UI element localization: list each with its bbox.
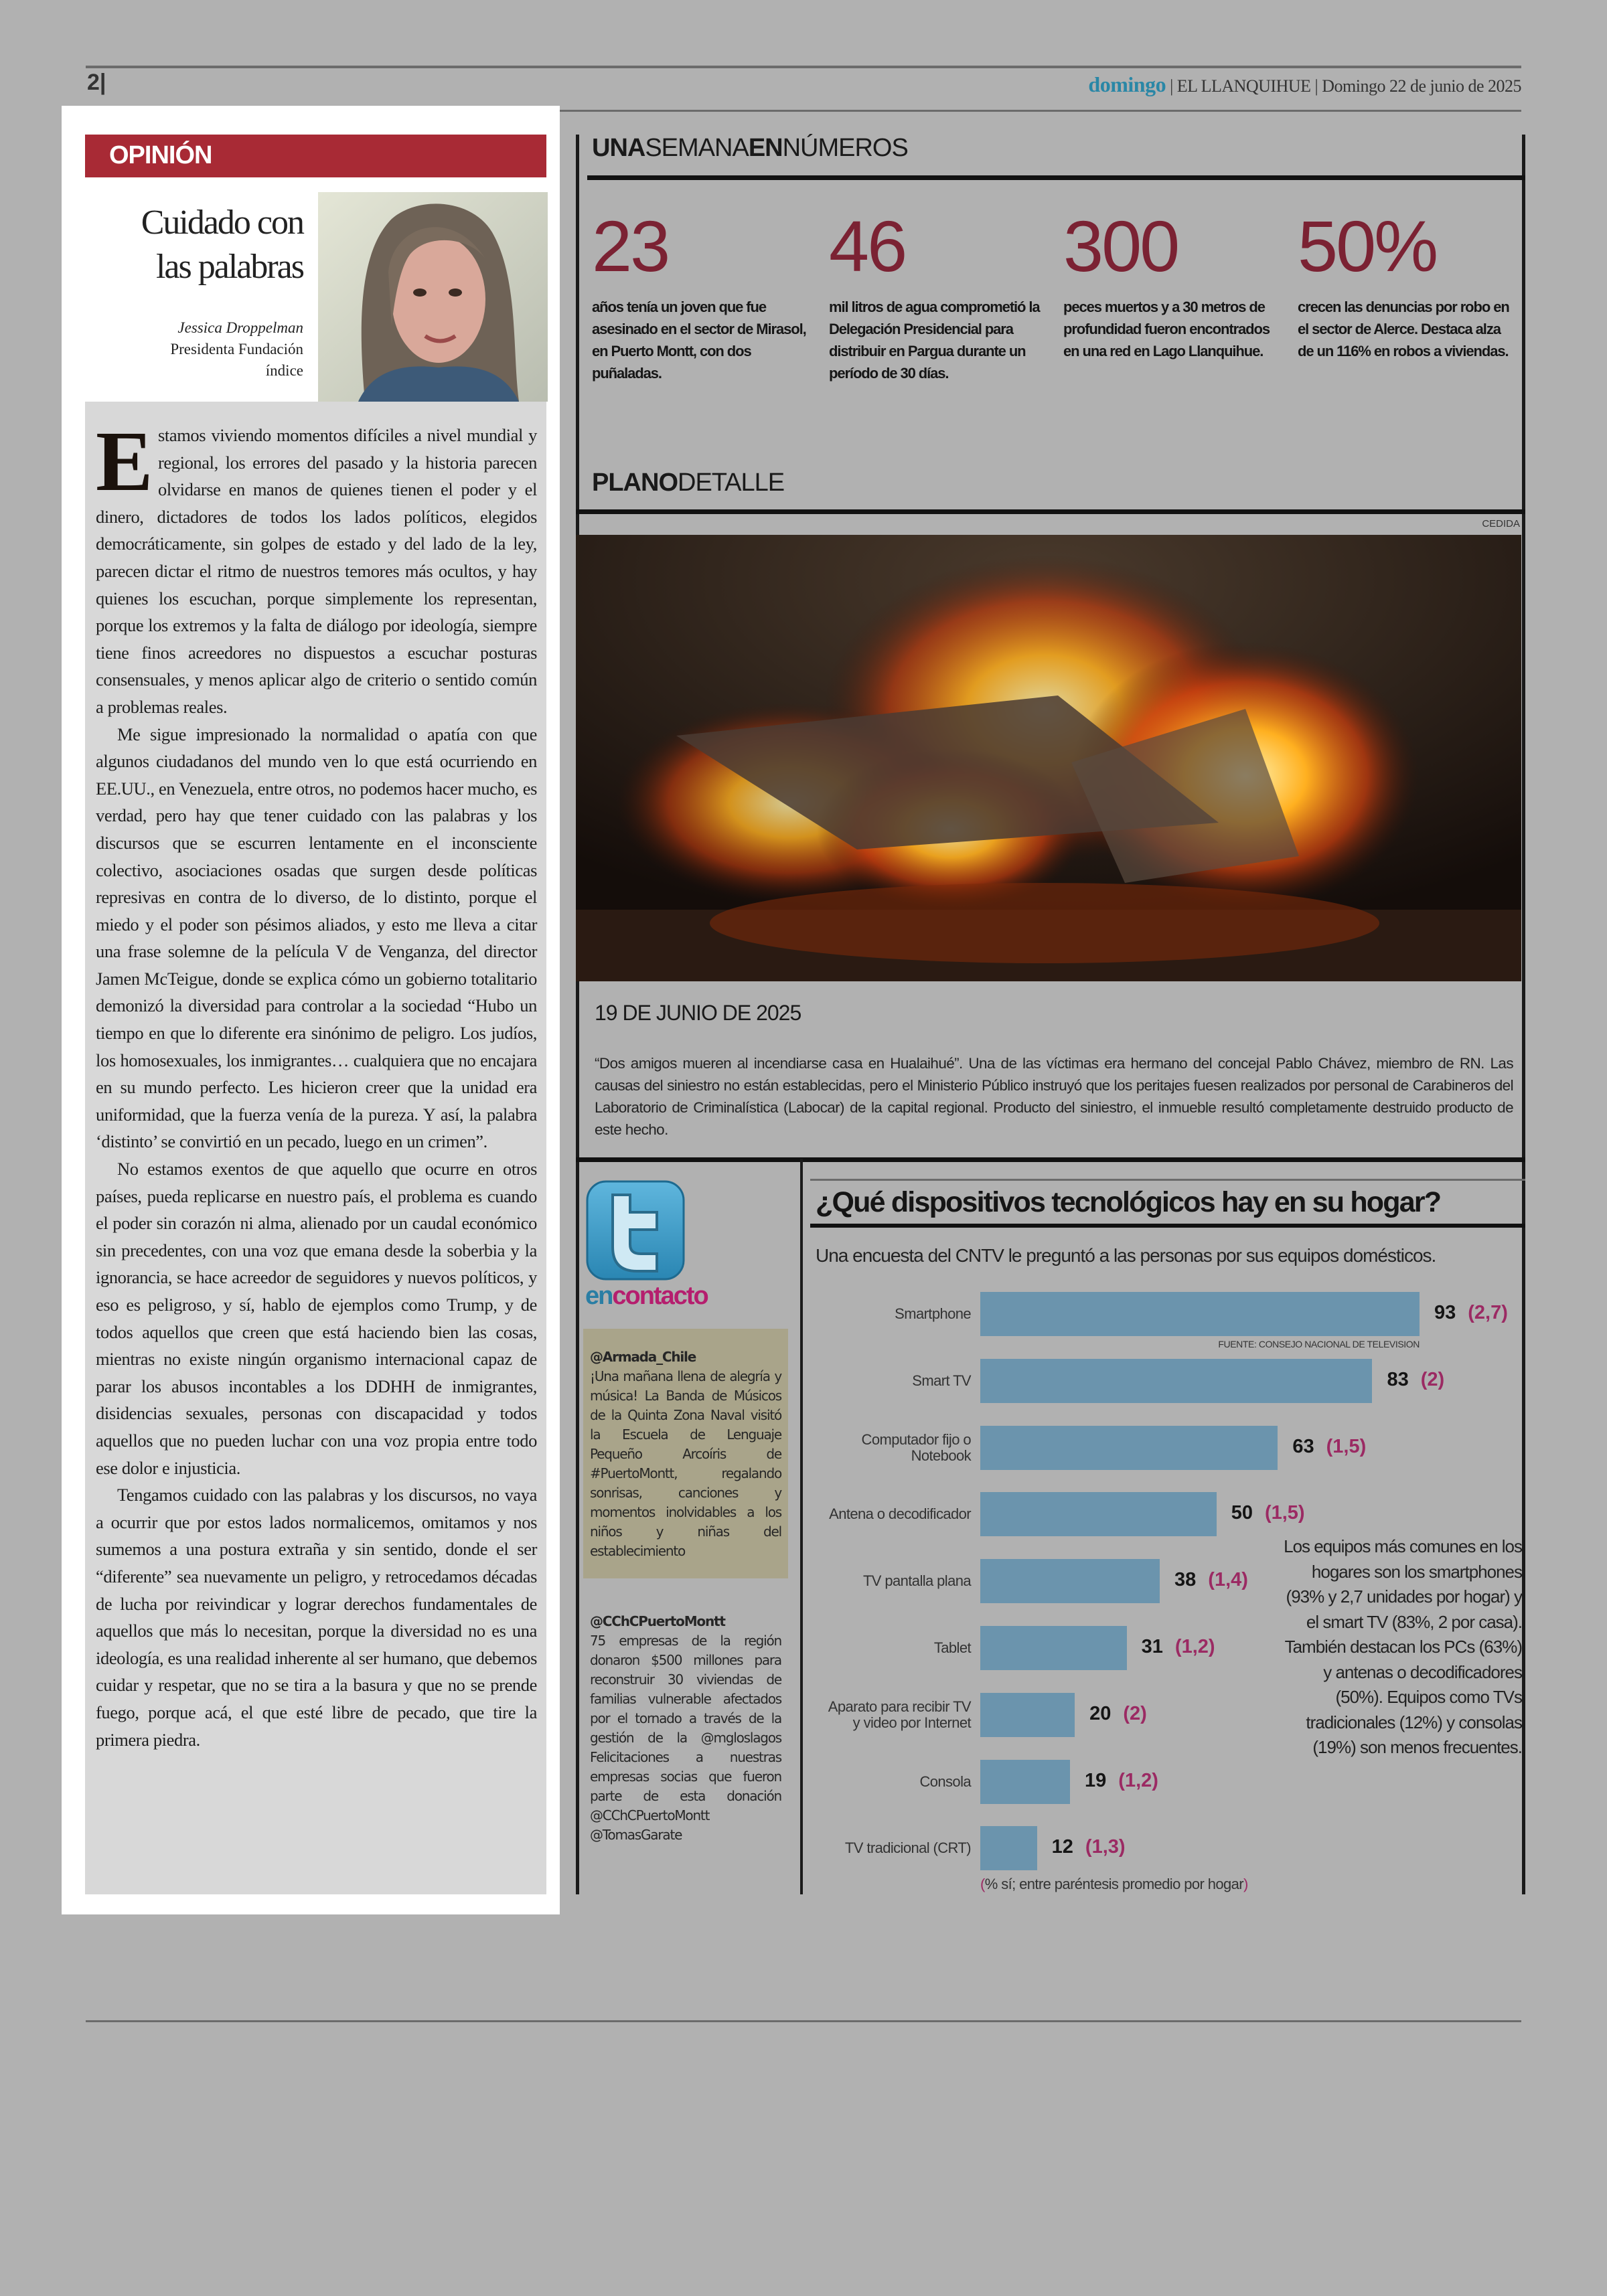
plano-heading-rule [576,509,1525,514]
bar-7 [980,1760,1070,1804]
value-average: (1,2) [1174,1636,1215,1657]
value-percent: 50 [1231,1502,1253,1524]
chart-subtitle: Una encuesta del CNTV le preguntó a las personas por sus equipos domésticos. [816,1245,1436,1266]
article-body [85,402,546,1894]
masthead [1088,72,1521,97]
photo-date: 19 DE JUNIO DE 2025 [595,1001,801,1025]
brand-logo: domingo [1088,72,1166,96]
bar-2 [980,1426,1278,1470]
value-percent: 31 [1141,1636,1163,1657]
paper-name: | EL LLANQUIHUE | [1170,76,1318,96]
category-label: Computador fijo o Notebook [861,1430,971,1464]
numbers-section-heading: UNASEMANAENNÚMEROS [592,134,908,162]
value-label [1434,1302,1508,1324]
bottom-section-rule [576,1157,1525,1162]
bar-chart [804,1272,1525,1901]
plano-detalle-heading: PLANODETALLE [592,469,785,497]
chart-source: FUENTE: CONSEJO NACIONAL DE TELEVISION [1218,1339,1420,1349]
bar-0 [980,1292,1420,1336]
tweet [583,1329,788,1578]
category-label: Antena o decodificador [829,1505,971,1523]
value-average: (1,3) [1085,1836,1126,1858]
stat-description: crecen las denuncias por robo en el sector de Alerce. Destaca alza de un 116% en robos a viviendas. [1298,299,1509,359]
value-percent: 83 [1387,1368,1409,1390]
value-label [1085,1770,1158,1792]
value-label [1089,1703,1147,1725]
value-average: (1,2) [1118,1769,1158,1791]
bar-4 [980,1559,1160,1603]
stat-description: mil litros de agua comprometió la Delegación Presidencial para distribuir en Pargua durante un período de 30 días. [829,299,1040,382]
category-label: TV tradicional (CRT) [844,1839,971,1857]
bar-6 [980,1693,1075,1737]
stat-description: años tenía un joven que fue asesinado en el sector de Mirasol, en Puerto Montt, con dos puñaladas. [592,299,806,382]
twitter-icon [586,1180,685,1281]
chart-title: ¿Qué dispositivos tecnológicos hay en su hogar? [816,1186,1441,1218]
category-label: TV pantalla plana [862,1572,971,1590]
article-title [85,201,303,289]
value-average: (2) [1123,1702,1147,1724]
title-line: las palabras [155,248,303,286]
value-label [1231,1502,1305,1524]
value-percent: 38 [1174,1569,1197,1591]
page-number: 2| [87,70,106,95]
numbers-heading-rule [587,175,1525,180]
photo-credit: CEDIDA [1482,518,1520,529]
bar-3 [980,1492,1217,1536]
stat-number: 23 [592,206,669,286]
tweet-handle: @Armada_Chile [590,1349,696,1365]
byline [85,317,303,382]
page-bottom-rule [86,2020,1521,2022]
article-paragraph: Estamos viviendo momentos difíciles a nivel mundial y regional, los errores del pasado y la historia parecen olvidarse en manos de quienes tienen el poder y el dinero, dictadores de todos los lados políticos, elegidos democráticamente, sin golpes de estado y del lado de la ley, parecen dictar el ritmo de nuestros temores más ocultos, y hay quienes los escuchan, porque simplemente los representan, porque los extremos y la falta de diálogo por ideología, siempre tiene finos acreedores no dispuestos a escuchar posturas consensuales, y menos aplicar algo de criterio o sentido común a problemas reales. [96,414,537,717]
category-label: Smartphone [895,1305,971,1322]
top-rule [86,66,1521,68]
value-average: (2) [1420,1368,1445,1390]
chart-footnote: (% sí; entre paréntesis promedio por hogar) [980,1876,1248,1892]
chart-top-rule [810,1179,1525,1181]
bar-5 [980,1626,1127,1670]
value-label [1387,1369,1444,1391]
tweet-handle: @CChCPuertoMontt [590,1613,725,1629]
category-label: Aparato para recibir TV y video por Internet [828,1698,971,1731]
value-label [1292,1436,1366,1458]
value-average: (2,7) [1468,1302,1508,1323]
value-percent: 20 [1089,1702,1112,1724]
value-percent: 63 [1292,1435,1314,1457]
bar-1 [980,1359,1372,1403]
category-label: Consola [919,1773,971,1790]
author-role: Presidenta Fundación [170,341,303,357]
section-label: OPINIÓN [85,135,546,177]
value-percent: 12 [1051,1836,1073,1858]
fire-photo [576,535,1521,981]
title-line: Cuidado con [141,203,303,242]
tweet-text: 75 empresas de la región donaron $500 millones para reconstruir 30 viviendas de familias vulnerable afectados por el tornado a través de la gestión de la @mgloslagos Felicitaciones a nuestras empresas socias que fueron parte de esta donación @CChCPuertoMontt @TomasGarate [590,1633,781,1843]
issue-date: Domingo 22 de junio de 2025 [1322,76,1521,96]
value-average: (1,4) [1208,1569,1248,1591]
article-paragraph: Me sigue impresionado la normalidad o apatía con que algunos ciudadanos del mundo ven lo que está ocurriendo en EE.UU., en Venezuela, entre otros, no podemos hacer mucho, es verdad, pero hay que tener cuidado con las palabras y los discursos que se escurren lentamente en el inconsciente colectivo, asociaciones osadas que surgen desde políticas represivas en contra de lo diverso, de lo distinto, porque el miedo y el poder son pésimos aliados, y esto me lleva a citar una frase solemne de la película V de Venganza, del director Jamen McTeigue, donde se explica cómo un gobierno totalitario demonizó la diversidad para controlar a la sociedad “Hubo un tiempo en que lo diferente era sinónimo de peligro. Los judíos, los homosexuales, los inmigrantes… cualquiera que no encajara en su mundo perfecto. Les hicieron creer que la unidad era uniformidad, que la fuerza venía de la pureza. Y así, la palabra ‘distinto’ se convirtió en un pecado, luego en un crimen”. [96,724,537,1152]
value-percent: 93 [1434,1302,1456,1323]
value-label [1174,1569,1248,1591]
tweet [583,1593,788,1843]
category-label: Tablet [933,1639,971,1656]
value-average: (1,5) [1264,1502,1305,1524]
encontacto-label: encontacto [585,1282,708,1310]
drop-cap: E [96,414,153,509]
chart-side-note: Los equipos más comunes en los hogares son los smartphones (93% y 2,7 unidades por hogar) y el smart TV (83%, 2 por casa). También destacan los PCs (63%) y antenas o decodificadores (50%). Equipos como TVs tradicionales (12%) y consolas (19%) son menos frecuentes. [1284,1536,1522,1757]
value-label [1052,1836,1126,1858]
stat-description: peces muertos y a 30 metros de profundidad fueron encontrados en una red en Lago Llanquihue. [1063,299,1270,359]
author-name: Jessica Droppelman [177,319,303,336]
bar-8 [980,1826,1037,1870]
photo-caption: “Dos amigos mueren al incendiarse casa en Hualaihué”. Una de las víctimas era hermano del concejal Pablo Chávez, miembro de RN. Las causas del siniestro no están establecidas, pero el Ministerio Público instruyó que los peritajes fuesen realizados por personal de Carabineros del Laboratorio de Criminalística (Labocar) de la capital regional. Producto del siniestro, el inmueble resultó completamente destruido producto de este hecho. [595,1055,1513,1138]
chart-title-rule [810,1224,1525,1228]
stat-number: 50% [1298,206,1437,286]
category-label: Smart TV [912,1372,971,1389]
author-photo [318,192,548,402]
article-paragraph: No estamos exentos de que aquello que ocurre en otros países, pueda replicarse en nuestro país, el problema es cuando el poder sin corazón ni alma, alienado por un caudal económico sin precedentes, con una voz que emana desde la soberbia y la ignorancia, se hace acreedor de seguidores y nuevos políticos, y eso es peligroso, y sí, hablo de ejemplos como Trump, y de todos aquellos que creen que está haciendo bien las cosas, mientras no existe ningún organismo internacional capaz de parar los abusos incontables a los DDHH de inmigrantes, disidencias sexuales, personas con discapacidad y todos aquellos que no pueden luchar con una voz propia entre todo ese dolor e injusticia. [96,1159,537,1478]
stat-number: 46 [829,206,906,286]
value-percent: 19 [1085,1769,1107,1791]
tweet-text: ¡Una mañana llena de alegría y música! La Banda de Músicos de la Quinta Zona Naval visitó la Escuela de Lenguaje Pequeño Arcoíris de #PuertoMontt, regalando sonrisas, canciones y momentos inolvidables a los niños y niñas del establecimiento [590,1368,781,1559]
value-average: (1,5) [1326,1435,1367,1457]
column-divider [800,1159,803,1894]
article-paragraph: Tengamos cuidado con las palabras y los discursos, no vaya a ocurrir que por estos lados normalicemos, omitamos y nos sumemos a una postura extraña y sin sentido, donde el ser “diferente” sea nuevamente un peligro, y retrocedamos décadas de lucha por reivindicar y lograr derechos fundamentales de aquellos que más lo necesitan, porque la diversidad no es una ideología, es una realidad inherente al ser humano, que debemos cuidar y respetar, que no se tira a la basura y que no se prende fuego, porque acá, el que esté libre de pecado, que tire la primera piedra. [96,1485,537,1750]
value-label [1142,1636,1215,1658]
author-role: índice [265,362,303,379]
stat-number: 300 [1063,206,1178,286]
